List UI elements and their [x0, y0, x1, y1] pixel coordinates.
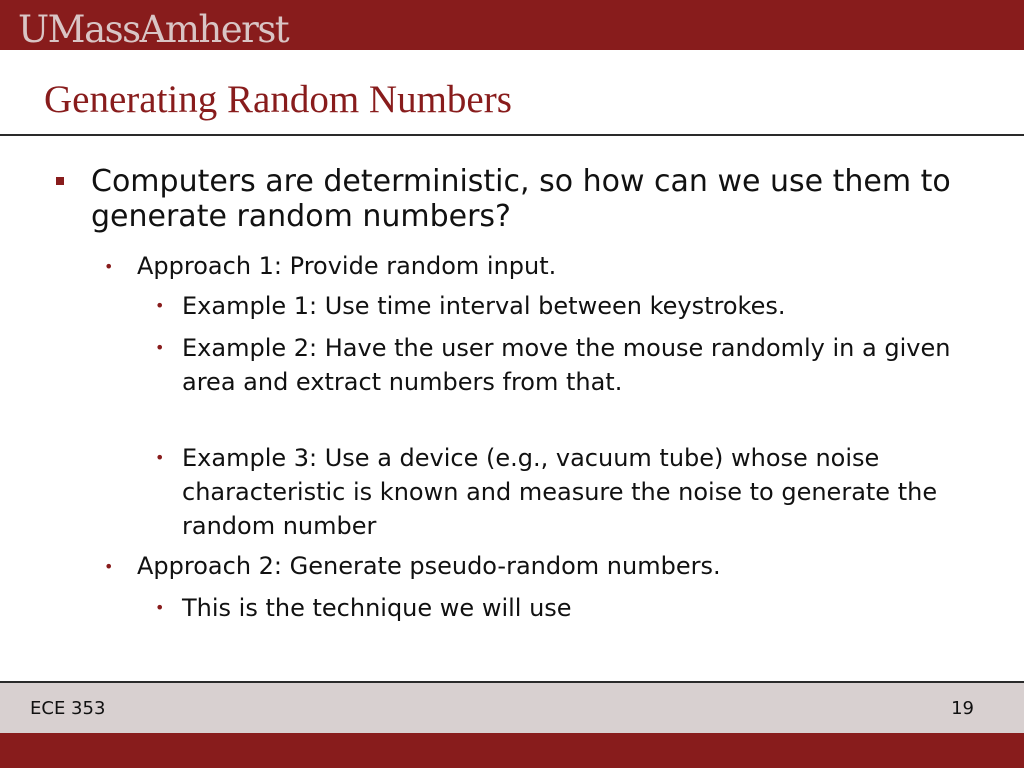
- title-divider: [0, 134, 1024, 136]
- bullet-main-text: Computers are deterministic, so how can we use them to generate random numbers?: [91, 164, 951, 234]
- bullet-example-2: [155, 331, 952, 399]
- bullet-approach-2-text: Approach 2: Generate pseudo-random numbers.: [137, 552, 721, 580]
- bullet-technique: [155, 591, 952, 625]
- bullet-example-3: [155, 441, 952, 543]
- slide-title: Generating Random Numbers: [44, 78, 512, 121]
- dot-bullet-icon: •: [155, 296, 165, 315]
- bullet-main: [91, 164, 951, 234]
- footer-band: [0, 683, 1024, 733]
- page-number: 19: [951, 698, 974, 719]
- bullet-approach-1-text: Approach 1: Provide random input.: [137, 252, 557, 280]
- university-logo: UMassAmherst: [18, 8, 289, 51]
- bullet-example-2-text: Example 2: Have the user move the mouse randomly in a given area and extract numbers from that.: [182, 334, 951, 396]
- bottom-bar: [0, 733, 1024, 768]
- bullet-example-1-text: Example 1: Use time interval between keystrokes.: [182, 292, 786, 320]
- dot-bullet-icon: •: [155, 598, 165, 617]
- bullet-example-1: [155, 289, 952, 323]
- square-bullet-icon: [56, 177, 64, 185]
- course-label: ECE 353: [30, 698, 106, 719]
- bullet-approach-2: [104, 550, 937, 583]
- dot-bullet-icon: •: [155, 338, 165, 357]
- dot-bullet-icon: •: [104, 257, 114, 276]
- header-bar: [0, 0, 1024, 50]
- bullet-technique-text: This is the technique we will use: [182, 594, 572, 622]
- dot-bullet-icon: •: [104, 557, 114, 576]
- bullet-example-3-text: Example 3: Use a device (e.g., vacuum tube) whose noise characteristic is known and measure the noise to generate the random number: [182, 444, 938, 540]
- bullet-approach-1: [104, 250, 937, 283]
- dot-bullet-icon: •: [155, 448, 165, 467]
